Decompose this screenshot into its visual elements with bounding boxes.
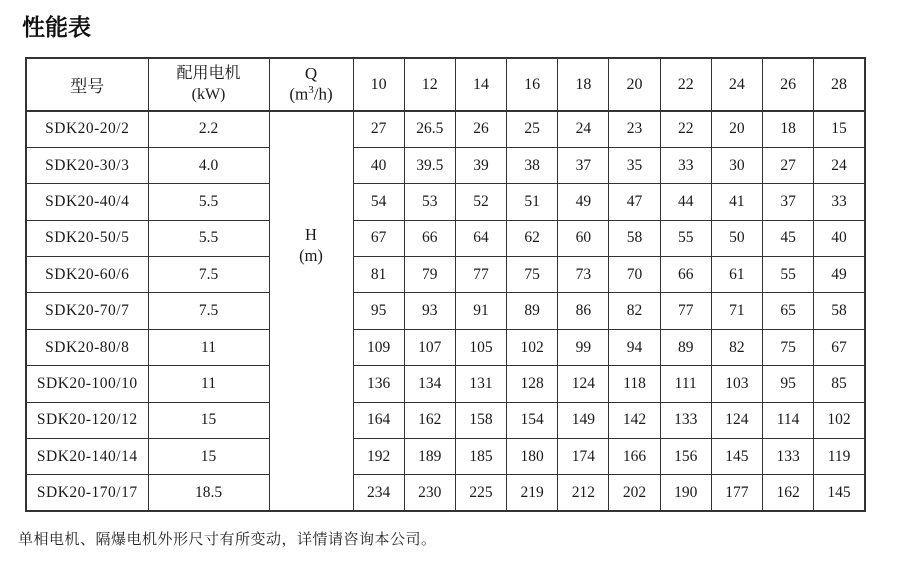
table-row <box>26 111 865 147</box>
table-header <box>26 58 865 111</box>
motor-unit: (kW) <box>191 85 226 103</box>
h-value-cell: 23 <box>609 111 660 147</box>
h-value-cell: 114 <box>763 402 814 438</box>
model-cell: SDK20-30/3 <box>26 147 148 183</box>
h-value-cell: 128 <box>507 366 558 402</box>
h-value-cell: 158 <box>455 402 506 438</box>
h-value-cell: 102 <box>814 402 865 438</box>
motor-cell: 15 <box>148 402 269 438</box>
h-value-cell: 107 <box>404 329 455 365</box>
h-value-cell: 99 <box>558 329 609 365</box>
motor-cell: 7.5 <box>148 257 269 293</box>
h-value-cell: 54 <box>353 184 404 220</box>
h-value-cell: 58 <box>814 293 865 329</box>
model-cell: SDK20-40/4 <box>26 184 148 220</box>
h-value-cell: 24 <box>814 147 865 183</box>
h-value-cell: 22 <box>660 111 711 147</box>
h-value-cell: 102 <box>507 329 558 365</box>
h-value-cell: 145 <box>711 439 762 475</box>
h-value-cell: 111 <box>660 366 711 402</box>
header-cell-model: 型号 <box>26 58 148 111</box>
model-cell: SDK20-50/5 <box>26 220 148 256</box>
h-value-cell: 95 <box>353 293 404 329</box>
h-value-cell: 219 <box>507 475 558 511</box>
flow-header-cell: 24 <box>711 58 762 111</box>
h-value-cell: 192 <box>353 439 404 475</box>
table-row <box>26 439 865 475</box>
footnote: 单相电机、隔爆电机外形尺寸有所变动，详情请咨询本公司。 <box>18 532 437 549</box>
h-value-cell: 61 <box>711 257 762 293</box>
h-value-cell: 40 <box>353 147 404 183</box>
h-value-cell: 62 <box>507 220 558 256</box>
h-unit: (m) <box>299 246 323 266</box>
h-value-cell: 37 <box>763 184 814 220</box>
h-value-cell: 20 <box>711 111 762 147</box>
h-value-cell: 124 <box>558 366 609 402</box>
h-value-cell: 37 <box>558 147 609 183</box>
model-cell: SDK20-140/14 <box>26 439 148 475</box>
table-row <box>26 147 865 183</box>
header-cell-motor <box>148 58 269 111</box>
q-label: Q <box>304 63 318 83</box>
h-value-cell: 86 <box>558 293 609 329</box>
h-value-cell: 118 <box>609 366 660 402</box>
h-value-cell: 67 <box>353 220 404 256</box>
h-value-cell: 26.5 <box>404 111 455 147</box>
performance-table <box>25 57 866 512</box>
h-value-cell: 225 <box>455 475 506 511</box>
h-value-cell: 39.5 <box>404 147 455 183</box>
h-value-cell: 27 <box>763 147 814 183</box>
h-value-cell: 174 <box>558 439 609 475</box>
h-value-cell: 133 <box>763 439 814 475</box>
h-value-cell: 124 <box>711 402 762 438</box>
h-value-cell: 89 <box>507 293 558 329</box>
h-value-cell: 47 <box>609 184 660 220</box>
h-value-cell: 15 <box>814 111 865 147</box>
motor-cell: 7.5 <box>148 293 269 329</box>
h-label: H <box>305 225 317 244</box>
table-row <box>26 329 865 365</box>
flow-header-cell: 14 <box>455 58 506 111</box>
h-value-cell: 35 <box>609 147 660 183</box>
h-value-cell: 109 <box>353 329 404 365</box>
h-value-cell: 40 <box>814 220 865 256</box>
h-value-cell: 24 <box>558 111 609 147</box>
h-value-cell: 52 <box>455 184 506 220</box>
model-cell: SDK20-70/7 <box>26 293 148 329</box>
h-value-cell: 134 <box>404 366 455 402</box>
table-row <box>26 293 865 329</box>
h-value-cell: 66 <box>660 257 711 293</box>
h-value-cell: 190 <box>660 475 711 511</box>
h-value-cell: 53 <box>404 184 455 220</box>
table-row <box>26 402 865 438</box>
model-cell: SDK20-120/12 <box>26 402 148 438</box>
table-row <box>26 184 865 220</box>
h-value-cell: 93 <box>404 293 455 329</box>
motor-cell: 2.2 <box>148 111 269 147</box>
h-value-cell: 60 <box>558 220 609 256</box>
flow-header-cell: 26 <box>763 58 814 111</box>
h-value-cell: 44 <box>660 184 711 220</box>
h-value-cell: 166 <box>609 439 660 475</box>
motor-cell: 11 <box>148 329 269 365</box>
h-value-cell: 27 <box>353 111 404 147</box>
h-value-cell: 82 <box>609 293 660 329</box>
motor-label: 配用电机 <box>176 64 241 82</box>
h-value-cell: 49 <box>814 257 865 293</box>
h-value-cell: 58 <box>609 220 660 256</box>
h-value-cell: 85 <box>814 366 865 402</box>
h-value-cell: 136 <box>353 366 404 402</box>
table-row <box>26 475 865 511</box>
h-value-cell: 45 <box>763 220 814 256</box>
h-value-cell: 64 <box>455 220 506 256</box>
h-value-cell: 94 <box>609 329 660 365</box>
h-value-cell: 39 <box>455 147 506 183</box>
h-value-cell: 33 <box>814 184 865 220</box>
flow-header-cell: 18 <box>558 58 609 111</box>
h-value-cell: 49 <box>558 184 609 220</box>
h-value-cell: 162 <box>404 402 455 438</box>
model-cell: SDK20-100/10 <box>26 366 148 402</box>
h-value-cell: 75 <box>507 257 558 293</box>
header-cell-q <box>269 58 353 111</box>
h-value-cell: 212 <box>558 475 609 511</box>
h-value-cell: 50 <box>711 220 762 256</box>
h-value-cell: 202 <box>609 475 660 511</box>
motor-cell: 15 <box>148 439 269 475</box>
h-value-cell: 77 <box>660 293 711 329</box>
header-row <box>26 58 865 111</box>
model-cell: SDK20-20/2 <box>26 111 148 147</box>
h-value-cell: 18 <box>763 111 814 147</box>
h-value-cell: 177 <box>711 475 762 511</box>
page-title: 性能表 <box>22 14 91 40</box>
table-row <box>26 257 865 293</box>
h-value-cell: 180 <box>507 439 558 475</box>
motor-cell: 18.5 <box>148 475 269 511</box>
motor-cell: 4.0 <box>148 147 269 183</box>
h-value-cell: 162 <box>763 475 814 511</box>
table-body <box>26 111 865 511</box>
h-value-cell: 79 <box>404 257 455 293</box>
h-value-cell: 230 <box>404 475 455 511</box>
motor-cell: 5.5 <box>148 220 269 256</box>
h-value-cell: 89 <box>660 329 711 365</box>
h-value-cell: 82 <box>711 329 762 365</box>
table-row <box>26 366 865 402</box>
h-value-cell: 95 <box>763 366 814 402</box>
h-value-cell: 145 <box>814 475 865 511</box>
h-value-cell: 55 <box>763 257 814 293</box>
h-value-cell: 55 <box>660 220 711 256</box>
h-value-cell: 142 <box>609 402 660 438</box>
flow-header-cell: 10 <box>353 58 404 111</box>
h-value-cell: 73 <box>558 257 609 293</box>
h-value-cell: 65 <box>763 293 814 329</box>
model-cell: SDK20-170/17 <box>26 475 148 511</box>
h-value-cell: 131 <box>455 366 506 402</box>
h-value-cell: 154 <box>507 402 558 438</box>
h-value-cell: 30 <box>711 147 762 183</box>
h-value-cell: 70 <box>609 257 660 293</box>
h-value-cell: 51 <box>507 184 558 220</box>
flow-header-cell: 12 <box>404 58 455 111</box>
h-value-cell: 38 <box>507 147 558 183</box>
h-value-cell: 156 <box>660 439 711 475</box>
h-unit-cell <box>269 111 353 511</box>
h-value-cell: 25 <box>507 111 558 147</box>
h-value-cell: 234 <box>353 475 404 511</box>
h-value-cell: 185 <box>455 439 506 475</box>
motor-cell: 11 <box>148 366 269 402</box>
h-value-cell: 103 <box>711 366 762 402</box>
flow-header-cell: 28 <box>814 58 865 111</box>
h-value-cell: 66 <box>404 220 455 256</box>
motor-cell: 5.5 <box>148 184 269 220</box>
h-value-cell: 41 <box>711 184 762 220</box>
flow-header-cell: 22 <box>660 58 711 111</box>
table-row <box>26 220 865 256</box>
h-value-cell: 33 <box>660 147 711 183</box>
h-value-cell: 75 <box>763 329 814 365</box>
h-value-cell: 71 <box>711 293 762 329</box>
h-value-cell: 164 <box>353 402 404 438</box>
flow-header-cell: 16 <box>507 58 558 111</box>
h-value-cell: 149 <box>558 402 609 438</box>
h-value-cell: 189 <box>404 439 455 475</box>
h-value-cell: 77 <box>455 257 506 293</box>
h-value-cell: 133 <box>660 402 711 438</box>
h-value-cell: 26 <box>455 111 506 147</box>
model-cell: SDK20-60/6 <box>26 257 148 293</box>
h-value-cell: 105 <box>455 329 506 365</box>
h-value-cell: 67 <box>814 329 865 365</box>
h-value-cell: 91 <box>455 293 506 329</box>
h-value-cell: 119 <box>814 439 865 475</box>
q-unit: $(m^3/h)$ <box>289 84 333 104</box>
flow-header-cell: 20 <box>609 58 660 111</box>
model-cell: SDK20-80/8 <box>26 329 148 365</box>
h-value-cell: 81 <box>353 257 404 293</box>
